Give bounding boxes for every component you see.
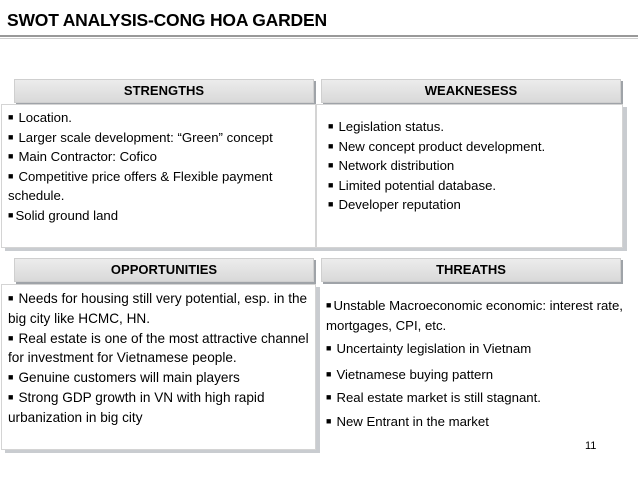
strengths-header: STRENGTHS xyxy=(14,79,314,103)
page-number: 11 xyxy=(585,440,597,452)
opportunities-list xyxy=(8,289,310,428)
list-item: ■ Uncertainty legislation in Vietnam xyxy=(326,341,532,357)
page-title: SWOT ANALYSIS-CONG HOA GARDEN xyxy=(7,10,327,30)
title-rule-shadow xyxy=(0,38,638,39)
bullet-icon: ■ xyxy=(328,140,334,151)
bullet-icon: ■ xyxy=(8,332,14,343)
list-item: ■ New concept product development. xyxy=(328,138,546,154)
bullet-icon: ■ xyxy=(326,368,332,379)
bullet-icon: ■ xyxy=(8,131,14,142)
list-item: ■ New Entrant in the market xyxy=(326,413,489,429)
list-item: ■ Genuine customers will main players xyxy=(8,370,240,386)
bullet-icon: ■ xyxy=(8,112,14,122)
list-item: ■ Competitive price offers & Flexible payment schedule. xyxy=(8,168,273,204)
weaknesses-list xyxy=(328,117,618,215)
bullet-icon: ■ xyxy=(326,415,332,426)
bullet-icon: ■ xyxy=(328,199,334,210)
bullet-icon: ■ xyxy=(326,392,332,403)
bullet-icon: ■ xyxy=(8,170,14,181)
bullet-icon: ■ xyxy=(326,343,332,354)
bullet-icon: ■ xyxy=(8,209,14,220)
list-item: ■ Network distribution xyxy=(328,158,455,174)
list-item: ■ Legislation status. xyxy=(328,119,445,134)
list-item: ■ Vietnamese buying pattern xyxy=(326,366,494,382)
title-rule xyxy=(0,35,638,37)
threats-header: THREATHS xyxy=(321,258,621,282)
threats-list xyxy=(326,296,626,432)
weaknesses-header: WEAKNESESS xyxy=(321,79,621,103)
opportunities-header: OPPORTUNITIES xyxy=(14,258,314,282)
list-item: ■ Unstable Macroeconomic economic: interest rate, mortgages, CPI, etc. xyxy=(326,298,623,333)
bullet-icon: ■ xyxy=(326,300,332,310)
bullet-icon: ■ xyxy=(8,372,14,383)
bullet-icon: ■ xyxy=(328,160,334,171)
bullet-icon: ■ xyxy=(8,151,14,162)
list-item: ■ Solid ground land xyxy=(8,207,119,223)
list-item: ■ Needs for housing still very potential, esp. in the big city like HCMC, HN. xyxy=(8,291,308,326)
bullet-icon: ■ xyxy=(328,179,334,190)
bullet-icon: ■ xyxy=(328,121,334,131)
list-item: ■ Real estate is one of the most attractive channel for investment for Vietnamese people. xyxy=(8,330,309,366)
bullet-icon: ■ xyxy=(8,391,14,402)
list-item: ■ Location. xyxy=(8,110,72,125)
list-item: ■ Main Contractor: Cofico xyxy=(8,149,157,165)
strengths-list xyxy=(8,108,304,226)
list-item: ■ Developer reputation xyxy=(328,197,461,213)
list-item: ■ Limited potential database. xyxy=(328,177,497,193)
bullet-icon: ■ xyxy=(8,293,14,303)
list-item: ■ Larger scale development: “Green” concept xyxy=(8,129,273,145)
list-item: ■ Strong GDP growth in VN with high rapid urbanization in big city xyxy=(8,389,265,425)
list-item: ■ Real estate market is still stagnant. xyxy=(326,390,541,406)
